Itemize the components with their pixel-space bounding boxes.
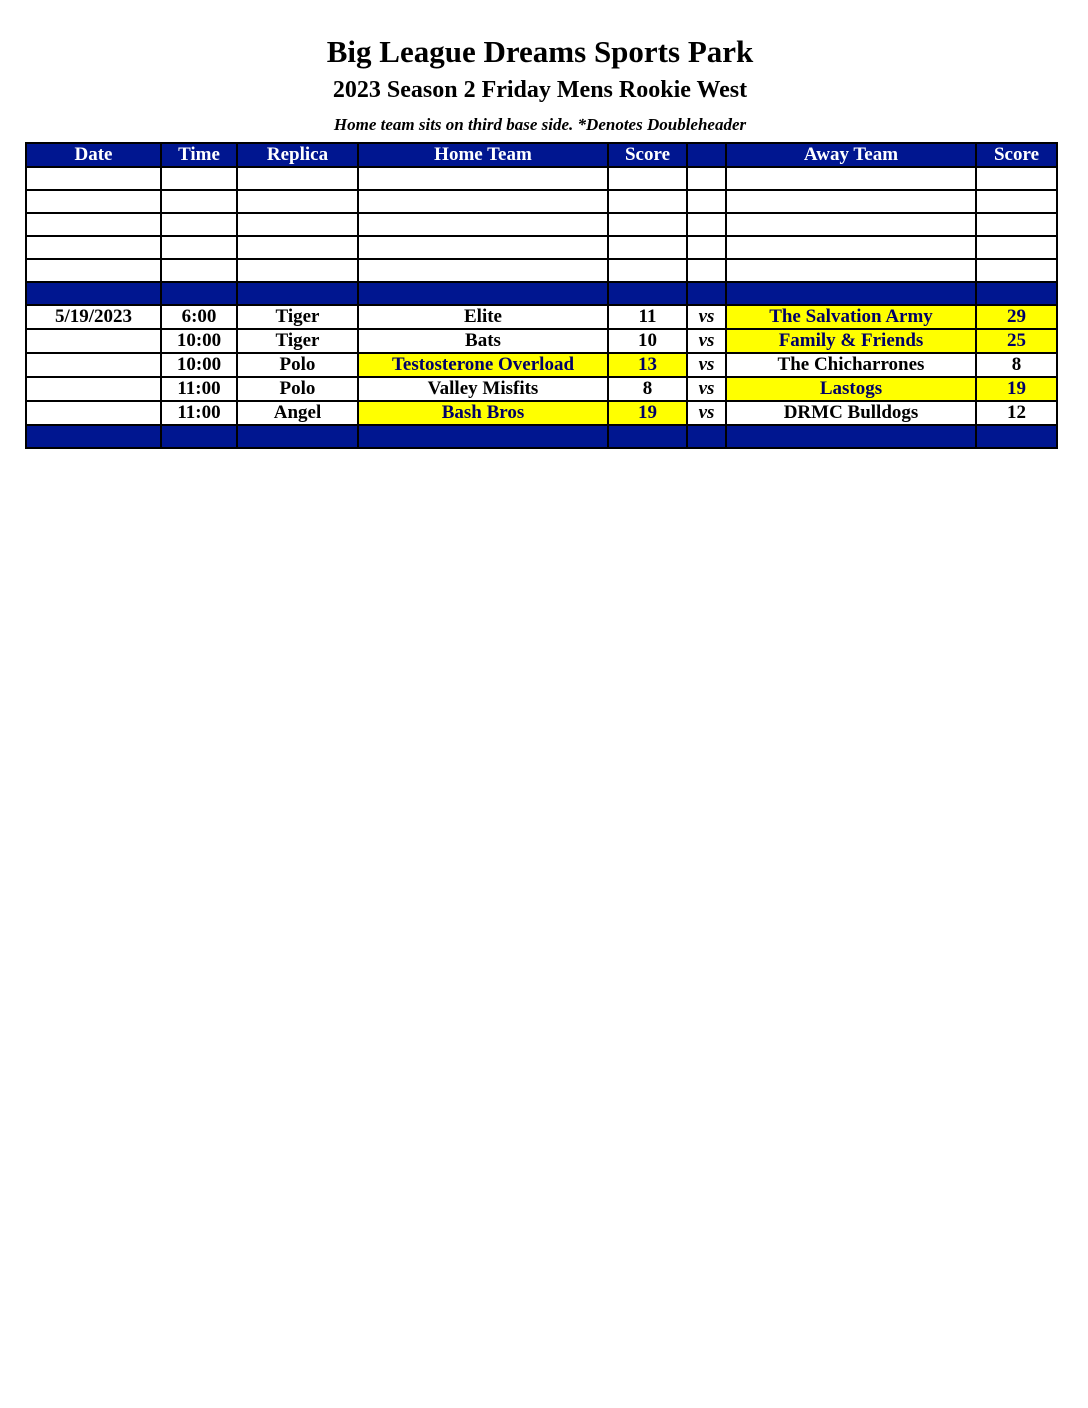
separator-band (26, 425, 1057, 448)
empty-row (26, 259, 1057, 282)
home-score-cell: 8 (608, 377, 687, 401)
game-row (26, 305, 1057, 329)
date-cell (26, 401, 161, 425)
time-cell: 10:00 (161, 353, 237, 377)
vs-cell: vs (687, 329, 726, 353)
time-cell: 6:00 (161, 305, 237, 329)
time-cell: 11:00 (161, 401, 237, 425)
away-team-cell: The Chicharrones (726, 353, 976, 377)
empty-row (26, 190, 1057, 213)
column-header-date: Date (26, 143, 161, 167)
header-row (26, 143, 1057, 167)
column-header-away-score: Score (976, 143, 1057, 167)
replica-cell: Polo (237, 353, 358, 377)
home-team-cell: Bats (358, 329, 608, 353)
game-row (26, 377, 1057, 401)
away-score-cell: 19 (976, 377, 1057, 401)
page-subtitle: 2023 Season 2 Friday Mens Rookie West (332, 77, 748, 103)
column-header-home-score: Score (608, 143, 687, 167)
schedule-table (25, 142, 1058, 449)
empty-row (26, 236, 1057, 259)
date-cell (26, 377, 161, 401)
date-cell (26, 329, 161, 353)
home-team-cell: Bash Bros (358, 401, 608, 425)
date-cell (26, 353, 161, 377)
home-team-cell: Elite (358, 305, 608, 329)
page-title: Big League Dreams Sports Park (326, 34, 754, 69)
column-header-replica: Replica (237, 143, 358, 167)
home-score-cell: 11 (608, 305, 687, 329)
date-cell: 5/19/2023 (26, 305, 161, 329)
vs-cell: vs (687, 377, 726, 401)
time-cell: 10:00 (161, 329, 237, 353)
away-team-cell: DRMC Bulldogs (726, 401, 976, 425)
vs-cell: vs (687, 305, 726, 329)
column-header-away-team: Away Team (726, 143, 976, 167)
away-team-cell: Family & Friends (726, 329, 976, 353)
replica-cell: Polo (237, 377, 358, 401)
home-team-cell: Testosterone Overload (358, 353, 608, 377)
game-row (26, 329, 1057, 353)
home-score-cell: 10 (608, 329, 687, 353)
column-header-home-team: Home Team (358, 143, 608, 167)
column-header-vs (687, 143, 726, 167)
away-team-cell: Lastogs (726, 377, 976, 401)
game-row (26, 401, 1057, 425)
away-score-cell: 8 (976, 353, 1057, 377)
vs-cell: vs (687, 353, 726, 377)
schedule-note: Home team sits on third base side. *Denotes Doubleheader (333, 115, 747, 134)
away-score-cell: 29 (976, 305, 1057, 329)
away-score-cell: 12 (976, 401, 1057, 425)
home-score-cell: 13 (608, 353, 687, 377)
empty-row (26, 213, 1057, 236)
away-team-cell: The Salvation Army (726, 305, 976, 329)
replica-cell: Tiger (237, 329, 358, 353)
home-team-cell: Valley Misfits (358, 377, 608, 401)
separator-band (26, 282, 1057, 305)
column-header-time: Time (161, 143, 237, 167)
home-score-cell: 19 (608, 401, 687, 425)
away-score-cell: 25 (976, 329, 1057, 353)
empty-row (26, 167, 1057, 190)
time-cell: 11:00 (161, 377, 237, 401)
replica-cell: Tiger (237, 305, 358, 329)
vs-cell: vs (687, 401, 726, 425)
replica-cell: Angel (237, 401, 358, 425)
game-row (26, 353, 1057, 377)
